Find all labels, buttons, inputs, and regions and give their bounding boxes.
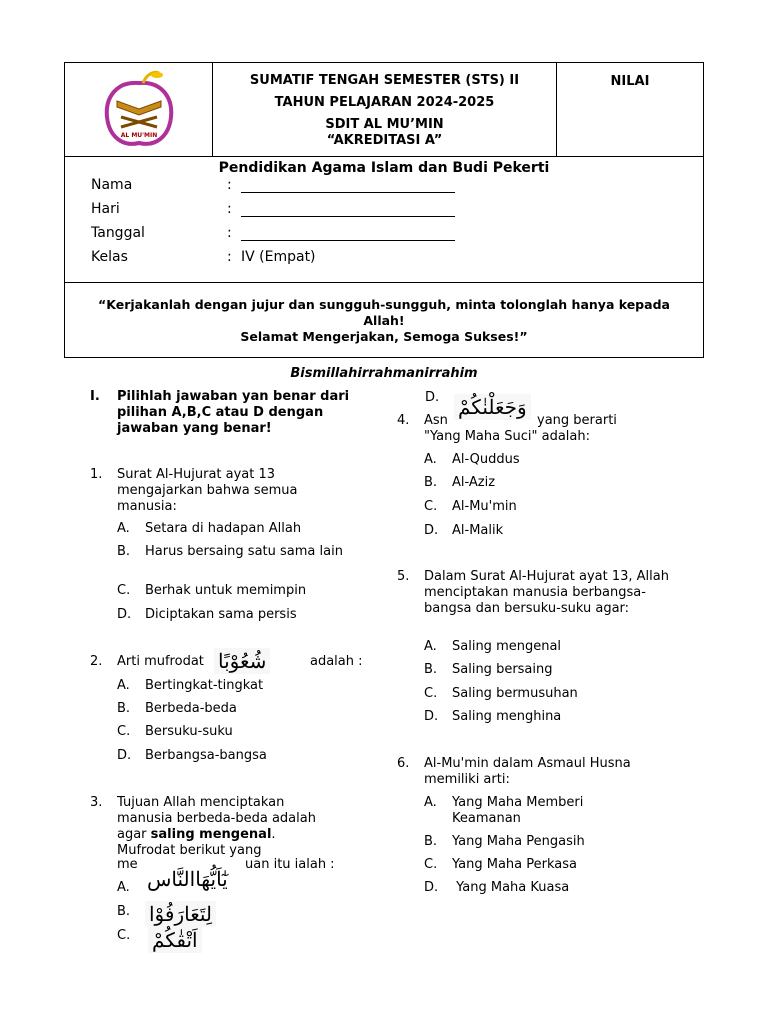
- title-line-2: TAHUN PELAJARAN 2024-2025: [274, 95, 495, 110]
- field-label: Nama: [91, 177, 133, 193]
- question-4-text-post: yang berarti: [537, 413, 617, 428]
- title-line-4: “AKREDITASI A”: [326, 133, 443, 148]
- field-tanggal[interactable]: Tanggal :: [91, 225, 455, 241]
- q3-option-b-arabic: لِتَعَارَفُوْا: [145, 901, 216, 927]
- field-hari[interactable]: Hari :: [91, 201, 455, 217]
- q2-option-b[interactable]: B. Berbeda-beda: [117, 701, 237, 716]
- q4-option-c[interactable]: C. Al-Mu'min: [424, 499, 517, 514]
- q5-option-c[interactable]: C. Saling bermusuhan: [424, 686, 578, 701]
- question-4-text-pre: Asn: [424, 413, 448, 428]
- question-number: 4.: [397, 413, 410, 428]
- subject-title: Pendidikan Agama Islam dan Budi Pekerti: [218, 160, 550, 176]
- q6-option-a[interactable]: A. Yang Maha Memberi Keamanan: [424, 795, 584, 826]
- section-instruction: Pilihlah jawaban yan benar dari pilihan A,B,C atau D dengan jawaban yang benar!: [117, 389, 350, 436]
- q3-option-b[interactable]: B.: [117, 904, 131, 919]
- q3-option-d-arabic: وَجَعَلْنٰكُمْ: [454, 394, 531, 420]
- q3-option-a-arabic: يٰٓاَيُّهَاالنَّاس: [143, 866, 232, 892]
- field-kelas: Kelas : IV (Empat): [91, 249, 316, 265]
- field-label: Hari: [91, 201, 120, 217]
- q1-option-d[interactable]: D. Diciptakan sama persis: [117, 607, 297, 622]
- question-2-text: Arti mufrodat: [117, 654, 204, 669]
- question-3-line-5a: me: [117, 857, 138, 872]
- q5-option-a[interactable]: A. Saling mengenal: [424, 639, 562, 654]
- q1-option-b[interactable]: B. Harus bersaing satu sama lain: [117, 544, 343, 559]
- question-3-line-4: Mufrodat berikut yang: [117, 843, 262, 858]
- question-3-line-2: manusia berbeda-beda adalah: [117, 811, 316, 826]
- q6-option-c[interactable]: C. Yang Maha Perkasa: [424, 857, 577, 872]
- question-6-text: Al-Mu'min dalam Asmaul Husna memiliki arti:: [424, 756, 631, 787]
- q2-option-a[interactable]: A. Bertingkat-tingkat: [117, 678, 264, 693]
- field-label: Kelas: [91, 249, 128, 265]
- q3-option-d[interactable]: D.: [425, 390, 440, 405]
- nilai-cell: NILAI: [610, 74, 650, 89]
- question-number: 1.: [90, 467, 103, 482]
- q1-option-c[interactable]: C. Berhak untuk memimpin: [117, 583, 307, 598]
- question-5-text: Dalam Surat Al-Hujurat ayat 13, Allah menciptakan manusia berbangsa-bangsa dan bersuku-suku agar:: [424, 569, 669, 616]
- title-line-1: SUMATIF TENGAH SEMESTER (STS) II: [249, 73, 520, 88]
- q6-option-d[interactable]: D. Yang Maha Kuasa: [424, 880, 570, 895]
- question-3-line-1: Tujuan Allah menciptakan: [117, 795, 285, 810]
- q6-option-b[interactable]: B. Yang Maha Pengasih: [424, 834, 585, 849]
- kelas-value: IV (Empat): [241, 249, 316, 265]
- logo-text: AL MU'MIN: [120, 132, 158, 139]
- question-number: 6.: [397, 756, 410, 771]
- q4-option-d[interactable]: D. Al-Malik: [424, 523, 504, 538]
- question-4-line-2: "Yang Maha Suci" adalah:: [424, 429, 590, 444]
- section-number: I.: [90, 389, 100, 404]
- motto-line-2: Selamat Mengerjakan, Semoga Sukses!”: [240, 329, 528, 344]
- title-line-3: SDIT AL MU’MIN: [325, 117, 444, 132]
- q5-option-b[interactable]: B. Saling bersaing: [424, 662, 553, 677]
- q4-option-b[interactable]: B. Al-Aziz: [424, 475, 496, 490]
- q2-arabic-word: شُعُوْبًا: [214, 648, 270, 674]
- bismillah: Bismillahirrahmanirrahim: [290, 366, 478, 381]
- q3-option-a[interactable]: A.: [117, 880, 130, 895]
- q4-option-a[interactable]: A. Al-Quddus: [424, 452, 520, 467]
- question-number: 2.: [90, 654, 103, 669]
- question-3-line-5b: uan itu ialah :: [245, 857, 335, 872]
- q2-option-d[interactable]: D. Berbangsa-bangsa: [117, 748, 267, 763]
- q1-option-a[interactable]: A. Setara di hadapan Allah: [117, 521, 302, 536]
- question-number: 3.: [90, 795, 103, 810]
- q5-option-d[interactable]: D. Saling menghina: [424, 709, 562, 724]
- q3-option-c[interactable]: C.: [117, 928, 131, 943]
- q2-option-c[interactable]: C. Bersuku-suku: [117, 724, 233, 739]
- question-1-text: Surat Al-Hujurat ayat 13 mengajarkan bahwa semua manusia:: [117, 467, 298, 514]
- q3-option-c-arabic: اَتْقٰكُمْ: [148, 927, 202, 953]
- question-3-line-3: agar saling mengenal.: [117, 827, 276, 842]
- field-label: Tanggal: [91, 225, 145, 241]
- question-2-text-after: adalah :: [310, 654, 363, 669]
- field-nama[interactable]: Nama :: [91, 177, 455, 193]
- question-number: 5.: [397, 569, 410, 584]
- motto-line-1: “Kerjakanlah dengan jujur dan sungguh-sungguh, minta tolonglah hanya kepada Allah!: [98, 297, 670, 328]
